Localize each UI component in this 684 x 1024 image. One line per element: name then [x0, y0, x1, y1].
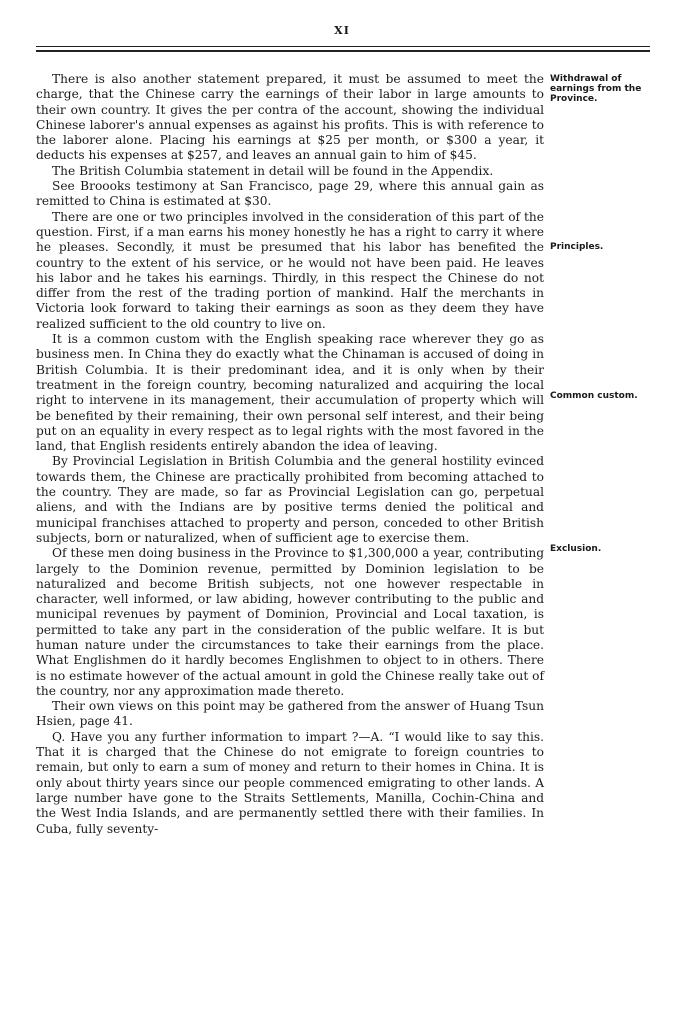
margin-note-withdrawal: Withdrawal of earnings from the Province. — [550, 74, 642, 104]
paragraph: It is a common custom with the English speaking race wherever they go as business men. In China they do exactly what the Chinaman is accused of doing in British Columbia. It is their predominant idea, and it is only when by their treatment in the foreign country, becoming naturalized and acquiring the local right to intervene in its management, their accumulation of property which will be benefited by their remaining, their own personal self interest, and their being put on an equality in every respect as to legal rights with the most favored in the land, that English residents entirely abandon the idea of leaving. — [36, 332, 544, 454]
margin-note-common-custom: Common custom. — [550, 391, 638, 401]
margin-note-principles: Principles. — [550, 242, 604, 252]
paragraph: See Broooks testimony at San Francisco, page 29, where this annual gain as remitted to China is estimated at $30. — [36, 179, 544, 209]
paragraph: There are one or two principles involved in the consideration of this part of the question. First, if a man earns his money honestly he has a right to carry it where he pleases. Secondly, it must be presumed that his labor has benefited the country to the extent of his service, or he would not have been paid. He leaves his labor and he takes his earnings. Thirdly, in this respect the Chinese do not differ from the rest of the trading portion of mankind. Half the merchants in Victoria look forward to taking their earnings as soon as they deem they have realized sufficient to the old country to live on. — [36, 209, 544, 331]
paragraph: By Provincial Legislation in British Columbia and the general hostility evinced towards them, the Chinese are practically prohibited from becoming attached to the country. They are made, so far as Provincial Legislation can go, perpetual aliens, and with the Indians are by positive terms denied the political and municipal franchises attached to property and person, conceded to other British subjects, born or naturalized, when of sufficient age to exercise them. — [36, 454, 544, 545]
body-text — [36, 72, 544, 837]
paragraph: There is also another statement prepared, it must be assumed to meet the charge, that the Chinese carry the earnings of their labor in large amounts to their own country. It gives the per contra of the account, showing the individual Chinese laborer's annual expenses as against his profits. This is with reference to the laborer alone. Placing his earnings at $25 per month, or $300 a year, it deducts his expenses at $257, and leaves an annual gain to him of $45. — [36, 72, 544, 163]
paragraph: Their own views on this point may be gathered from the answer of Huang Tsun Hsien, page 41. — [36, 699, 544, 729]
page-number: XI — [334, 24, 350, 37]
paragraph: Q. Have you any further information to impart ?—A. “I would like to say this. That it is charged that the Chinese do not emigrate to foreign countries to remain, but only to earn a sum of money and return to their homes in China. It is only about thirty years since our people commenced emigrating to other lands. A large number have gone to the Straits Settlements, Manilla, Cochin-China and the West India Islands, and are permanently settled there with their families. In Cuba, fully seventy- — [36, 729, 544, 836]
paragraph: Of these men doing business in the Province to $1,300,000 a year, contributing largely to the Dominion revenue, permitted by Dominion legislation to be naturalized and become British subjects, not one however respectable in character, well informed, or law abiding, however contributing to the public and municipal revenues by payment of Dominion, Provincial and Local taxation, is permitted to take any part in the consideration of the public welfare. It is but human nature under the circumstances to take their earnings from the place. What Englishmen do it hardly becomes Englishmen to object to in others. There is no estimate however of the actual amount in gold the Chinese really take out of the country, nor any approximation made thereto. — [36, 546, 544, 698]
paragraph: The British Columbia statement in detail will be found in the Appendix. — [52, 163, 494, 178]
margin-note-exclusion: Exclusion. — [550, 544, 602, 554]
header-rule-thin — [36, 46, 650, 47]
header-rule-thick — [36, 50, 650, 52]
